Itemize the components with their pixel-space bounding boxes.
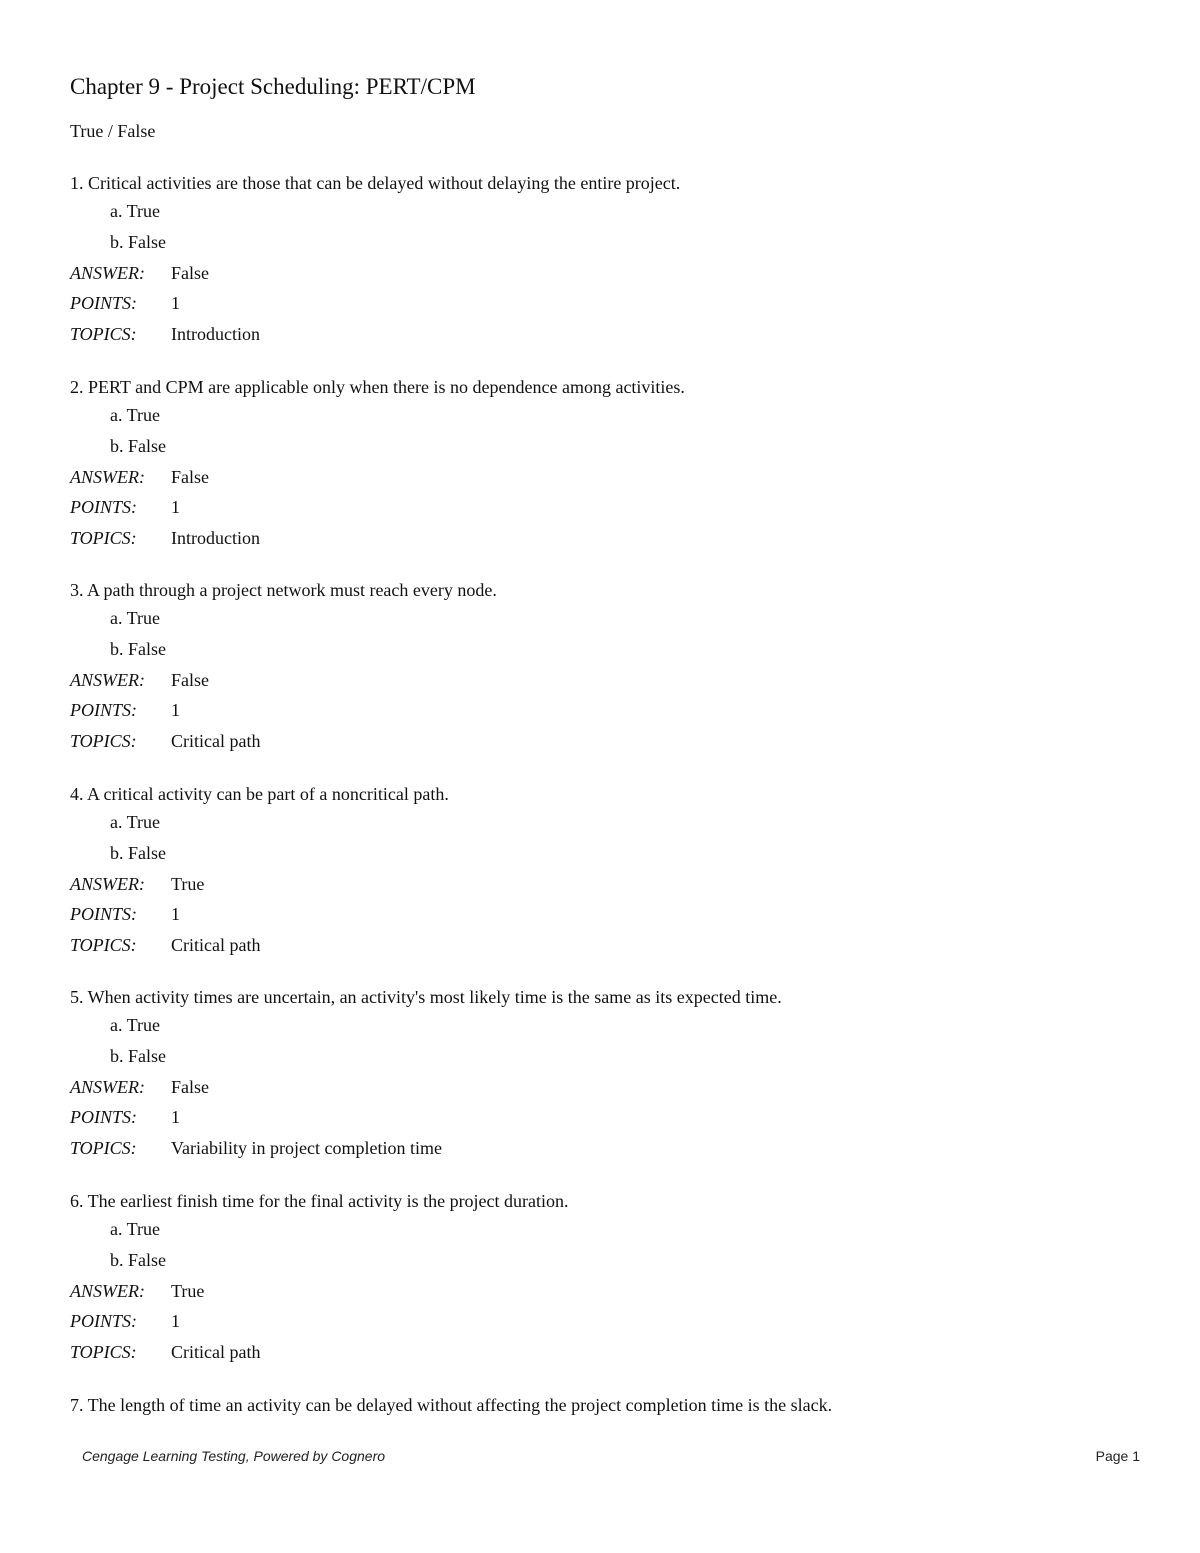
points-label: POINTS: (70, 904, 137, 925)
topics-value: Variability in project completion time (171, 1138, 442, 1159)
answer-label: ANSWER: (70, 1076, 145, 1097)
option-true: a. True (110, 1015, 161, 1035)
answer-label: ANSWER: (70, 262, 145, 283)
question-text: 2. PERT and CPM are applicable only when there is no dependence among activities. (70, 377, 685, 397)
points-row (70, 695, 1150, 726)
answer-row (70, 258, 1150, 289)
points-label: POINTS: (70, 1107, 137, 1128)
topics-label: TOPICS: (70, 324, 137, 345)
topics-value: Critical path (171, 1342, 261, 1363)
question-text: 5. When activity times are uncertain, an activity's most likely time is the same as its expected time. (70, 987, 782, 1007)
option-false: b. False (110, 231, 166, 252)
option-false: b. False (110, 842, 166, 863)
question-7 (70, 1392, 1150, 1418)
points-row (70, 492, 1150, 523)
answer-label: ANSWER: (70, 873, 145, 894)
page-title: Chapter 9 - Project Scheduling: PERT/CPM (70, 74, 476, 99)
topics-row (70, 319, 1150, 350)
topics-label: TOPICS: (70, 528, 137, 549)
points-value: 1 (171, 293, 180, 314)
topics-row (70, 1133, 1150, 1164)
option-true: a. True (110, 405, 161, 425)
question-6 (70, 1188, 1150, 1368)
topics-row (70, 1337, 1150, 1368)
answer-value: True (171, 873, 205, 894)
page-number: Page 1 (1095, 1448, 1140, 1464)
question-text: 4. A critical activity can be part of a noncritical path. (70, 784, 449, 804)
topics-value: Introduction (171, 528, 260, 549)
topics-value: Critical path (171, 935, 261, 956)
points-row (70, 899, 1150, 930)
answer-label: ANSWER: (70, 466, 145, 487)
footer-credit: Cengage Learning Testing, Powered by Cognero (82, 1448, 386, 1464)
question-3 (70, 577, 1150, 757)
answer-value: False (171, 669, 209, 690)
answer-row (70, 462, 1150, 493)
topics-row (70, 726, 1150, 757)
answer-row (70, 665, 1150, 696)
option-true: a. True (110, 812, 161, 832)
answer-value: True (171, 1280, 205, 1301)
question-2 (70, 374, 1150, 554)
topics-label: TOPICS: (70, 935, 137, 956)
points-label: POINTS: (70, 700, 137, 721)
question-text: 6. The earliest finish time for the final activity is the project duration. (70, 1191, 569, 1211)
section-heading: True / False (70, 121, 156, 141)
points-row (70, 288, 1150, 319)
option-false: b. False (110, 638, 166, 659)
points-label: POINTS: (70, 293, 137, 314)
points-value: 1 (171, 700, 180, 721)
points-label: POINTS: (70, 497, 137, 518)
option-false: b. False (110, 1249, 166, 1270)
points-row (70, 1102, 1150, 1133)
question-text: 1. Critical activities are those that can be delayed without delaying the entire project. (70, 173, 681, 193)
answer-label: ANSWER: (70, 1280, 145, 1301)
question-4 (70, 781, 1150, 961)
question-text: 3. A path through a project network must reach every node. (70, 580, 497, 600)
points-value: 1 (171, 497, 180, 518)
topics-value: Introduction (171, 324, 260, 345)
topics-label: TOPICS: (70, 1138, 137, 1159)
answer-row (70, 869, 1150, 900)
topics-row (70, 523, 1150, 554)
option-true: a. True (110, 608, 161, 628)
option-true: a. True (110, 1219, 161, 1239)
question-1 (70, 170, 1150, 350)
option-false: b. False (110, 1045, 166, 1066)
points-row (70, 1306, 1150, 1337)
answer-row (70, 1276, 1150, 1307)
answer-value: False (171, 262, 209, 283)
option-true: a. True (110, 201, 161, 221)
topics-label: TOPICS: (70, 1342, 137, 1363)
answer-row (70, 1072, 1150, 1103)
option-false: b. False (110, 435, 166, 456)
points-label: POINTS: (70, 1311, 137, 1332)
answer-value: False (171, 466, 209, 487)
question-5 (70, 984, 1150, 1164)
points-value: 1 (171, 1311, 180, 1332)
question-text: 7. The length of time an activity can be delayed without affecting the project completion time is the slack. (70, 1395, 833, 1415)
topics-value: Critical path (171, 731, 261, 752)
topics-label: TOPICS: (70, 731, 137, 752)
points-value: 1 (171, 1107, 180, 1128)
topics-row (70, 930, 1150, 961)
answer-value: False (171, 1076, 209, 1097)
answer-label: ANSWER: (70, 669, 145, 690)
points-value: 1 (171, 904, 180, 925)
